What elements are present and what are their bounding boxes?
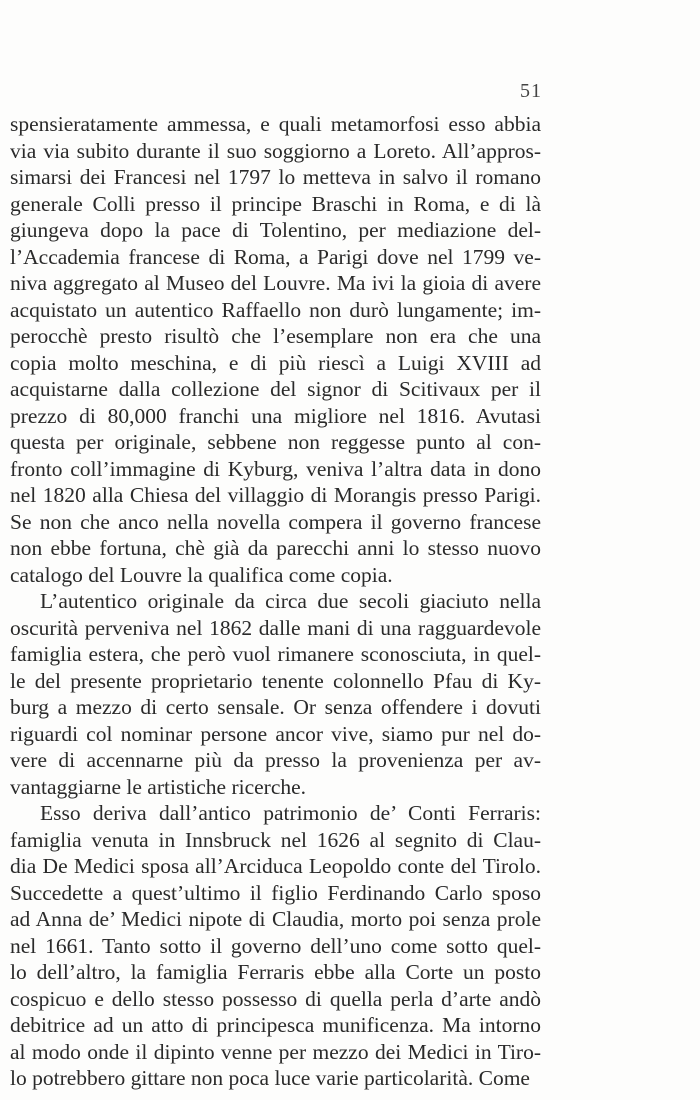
text-line: burg a mezzo di certo sensale. Or senza offendere i dovuti xyxy=(10,695,541,719)
text-line: via via subito durante il suo soggiorno a Loreto. All’appros- xyxy=(10,138,541,163)
text-line: riguardi col nominar persone ancor vive, siamo pur nel do- xyxy=(10,721,541,746)
text-line: L’autentico originale da circa due secoli giaciuto nella xyxy=(40,589,541,613)
text-line: le del presente proprietario tenente colonnello Pfau di Ky- xyxy=(10,668,541,693)
text-line: ad Anna de’ Medici nipote di Claudia, morto poi senza prole xyxy=(10,907,541,931)
page-number: 51 xyxy=(520,80,542,102)
text-line: Succedette a quest’ultimo il figlio Ferdinando Carlo sposo xyxy=(10,880,541,905)
text-line: spensieratamente ammessa, e quali metamorfosi esso abbia xyxy=(10,112,541,136)
text-line: famiglia venuta in Innsbruck nel 1626 al segnito di Clau- xyxy=(10,827,541,852)
text-line: dia De Medici sposa all’Arciduca Leopoldo conte del Tirolo. xyxy=(10,854,541,878)
text-line: lo dell’altro, la famiglia Ferraris ebbe alla Corte un posto xyxy=(10,960,541,984)
paragraph xyxy=(10,800,541,1092)
text-line: al modo onde il dipinto venne per mezzo dei Medici in Tiro- xyxy=(10,1039,541,1064)
text-line: niva aggregato al Museo del Louvre. Ma ivi la gioia di avere xyxy=(10,271,541,295)
paragraph xyxy=(10,588,541,800)
text-line: simarsi dei Francesi nel 1797 lo metteva in salvo il romano xyxy=(10,165,541,189)
text-line: Esso deriva dall’antico patrimonio de’ Conti Ferraris: xyxy=(40,801,541,825)
text-line: famiglia estera, che però vuol rimanere sconosciuta, in quel- xyxy=(10,642,541,666)
text-line: acquistato un autentico Raffaello non durò lungamente; im- xyxy=(10,297,541,322)
text-line: nel 1661. Tanto sotto il governo dell’uno come sotto quel- xyxy=(10,933,541,958)
text-line: generale Colli presso il principe Braschi in Roma, e di là xyxy=(10,191,541,216)
text-line: non ebbe fortuna, chè già da parecchi anni lo stesso nuovo xyxy=(10,536,541,560)
text-line: prezzo di 80,000 franchi una migliore nel 1816. Avutasi xyxy=(10,403,541,428)
text-line: catalogo del Louvre la qualifica come copia. xyxy=(10,562,393,587)
text-line: Se non che anco nella novella compera il governo francese xyxy=(10,509,541,534)
text-line: vere di accennarne più da presso la provenienza per av- xyxy=(10,748,541,772)
text-line: oscurità perveniva nel 1862 dalle mani di una ragguardevole xyxy=(10,615,541,640)
paragraph xyxy=(10,111,541,588)
text-line: nel 1820 alla Chiesa del villaggio di Morangis presso Parigi. xyxy=(10,483,541,507)
text-line: giungeva dopo la pace di Tolentino, per mediazione del- xyxy=(10,218,541,242)
text-line: vantaggiarne le artistiche ricerche. xyxy=(10,774,307,799)
body-text xyxy=(10,111,541,1092)
text-line: copia molto meschina, e di più riescì a Luigi XVIII ad xyxy=(10,350,541,375)
text-line: lo potrebbero gittare non poca luce varie particolarità. Come xyxy=(10,1066,530,1090)
text-line: perocchè presto risultò che l’esemplare non era che una xyxy=(10,324,541,348)
text-line: debitrice ad un atto di principesca munificenza. Ma intorno xyxy=(10,1013,541,1037)
text-line: cospicuo e dello stesso possesso di quella perla d’arte andò xyxy=(10,986,541,1011)
text-line: acquistarne dalla collezione del signor di Scitivaux per il xyxy=(10,377,541,401)
text-line: fronto coll’immagine di Kyburg, veniva l’altra data in dono xyxy=(10,456,541,481)
text-line: l’Accademia francese di Roma, a Parigi dove nel 1799 ve- xyxy=(10,244,541,269)
text-line: questa per originale, sebbene non reggesse punto al con- xyxy=(10,430,541,454)
